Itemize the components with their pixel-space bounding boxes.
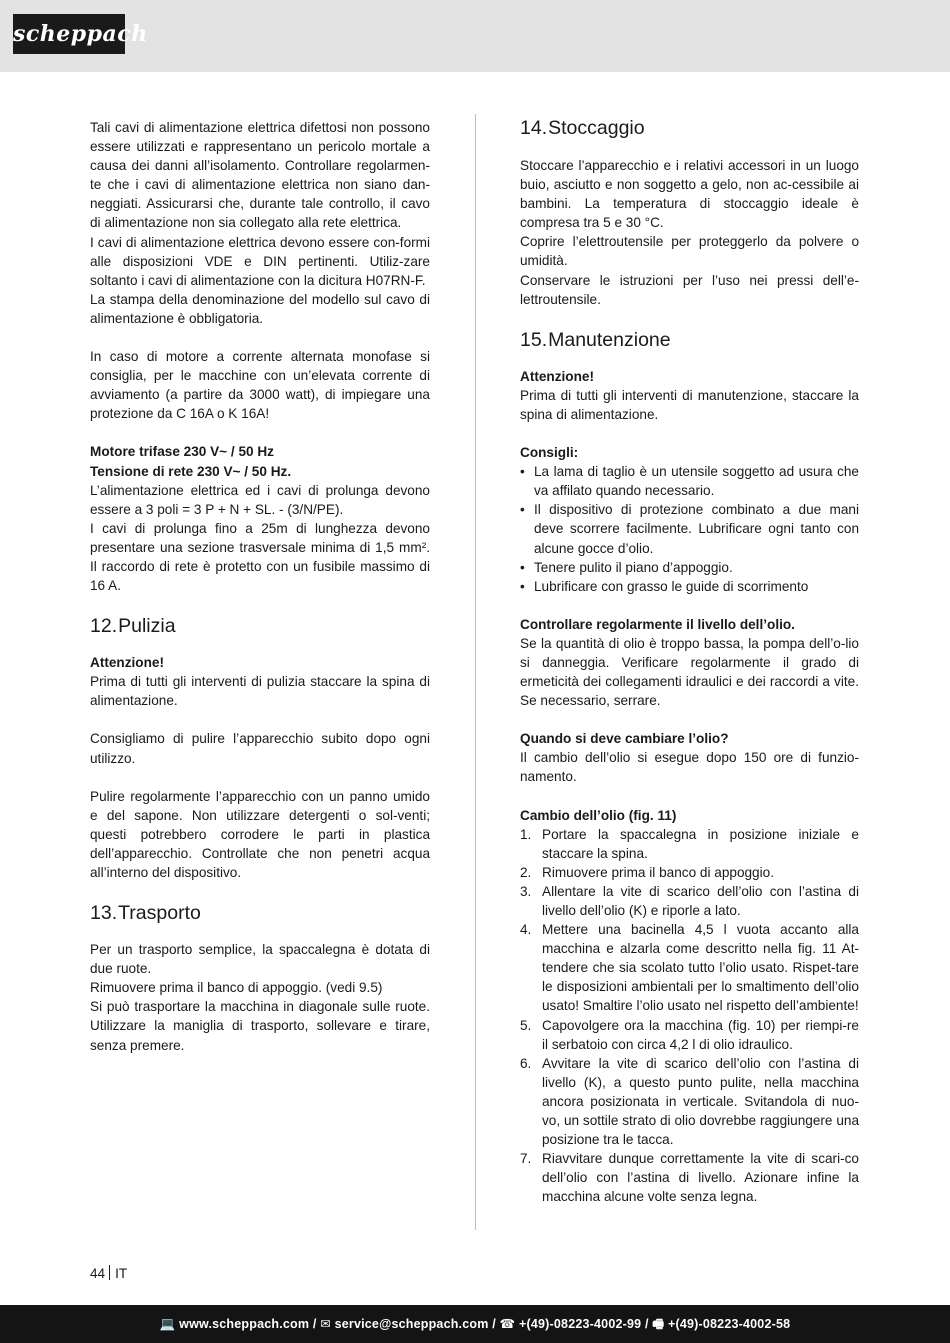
section-number: 13.: [90, 902, 118, 925]
oil-check-text: Se la quantità di olio è troppo bassa, la pompa dell’o-lio si danneggia. Verificare regolarmente il grado di ermeticità dei collegamenti idraulici e dei raccordi a vite. Se necessario, serrare.: [520, 635, 859, 709]
oil-when-label: Quando si deve cambiare l’olio?: [520, 731, 729, 747]
page-number: [90, 1265, 127, 1283]
oil-change-steps: [520, 825, 859, 1207]
page-number-separator: [109, 1265, 110, 1280]
maintenance-warning-label: Attenzione!: [520, 368, 595, 384]
cleaning-warning-text: Prima di tutti gli interventi di pulizia staccare la spina di alimentazione.: [90, 674, 430, 709]
brand-logo: scheppach: [13, 14, 125, 54]
list-item: 6. Avvitare la vite di scarico dell’olio con l’astina di livello (K), a questo punto pulite, nella macchina ancora posizionata in verticale. Svitandola di nuo-vo, un sottile strato di olio dovrebbe raggiungere una posizione tra le tacca.: [520, 1055, 859, 1148]
section-title: Stoccaggio: [548, 117, 645, 139]
section-heading-transport: [90, 900, 430, 926]
page-header: [0, 0, 950, 72]
list-item: 7. Riavvitare dunque correttamente la vite di scari-co dell’olio con l’astina di livello. Azionare infine la macchina alcune volte senza legna.: [520, 1151, 859, 1205]
bullet-icon: •: [520, 464, 525, 480]
storage-conditions: Stoccare l’apparecchio e i relativi accessori in un luogo buio, asciutto e non soggetto a gelo, non ac-cessibile ai bambini. La temperatura di stoccaggio ideale è compresa tra 5 e 30 °C.: [520, 158, 859, 231]
paragraph-extension-section: I cavi di prolunga fino a 25m di lunghezza devono presentare una sezione trasversale minima di 1,5 mm². Il raccordo di rete è protetto con un fusibile massimo di 16 A.: [90, 520, 430, 594]
right-column: [520, 118, 859, 1207]
motor-spec-line-1: Motore trifase 230 V~ / 50 Hz: [90, 444, 274, 460]
list-item: 2. Rimuovere prima il banco di appoggio.: [520, 864, 774, 880]
storage-manual: Conservare le istruzioni per l’uso nei pressi dell’e-lettroutensile.: [520, 272, 859, 307]
paragraph-motor-protection: In caso di motore a corrente alternata monofase si consiglia, per le macchine con un’elevata corrente di avviamento (a partire da 3000 watt), di impiegare una protezione da C 16A o K 16A!: [90, 349, 430, 422]
section-heading-maintenance: [520, 327, 859, 353]
bullet-icon: •: [520, 578, 525, 594]
cleaning-recommendation: Consigliamo di pulire l’apparecchio subito dopo ogni utilizzo.: [90, 731, 430, 766]
list-item: • La lama di taglio è un utensile soggetto ad usura che va affilato quando necessario.: [520, 464, 859, 499]
oil-check-label: Controllare regolarmente il livello dell’olio.: [520, 616, 795, 632]
page-language: IT: [115, 1266, 128, 1281]
section-title: Manutenzione: [548, 328, 671, 351]
cleaning-instructions: Pulire regolarmente l’apparecchio con un panno umido e del sapone. Non utilizzare detergenti o sol-venti; questi potrebbero corrodere le parti in plastica dell’apparecchio. Controllate che non penetri acqua all’interno del dispositivo.: [90, 788, 430, 880]
list-item: • Il dispositivo di protezione combinato a due mani deve scorrere facilmente. Lubrificare ogni tanto con alcune gocce d’olio.: [520, 502, 859, 556]
bullet-icon: •: [520, 502, 525, 518]
section-title: Pulizia: [118, 615, 176, 638]
motor-spec-line-2: Tensione di rete 230 V~ / 50 Hz.: [90, 463, 292, 479]
paragraph-cables-marking: La stampa della denominazione del modello sul cavo di alimentazione è obbligatoria.: [90, 291, 430, 326]
tips-list: [520, 462, 859, 596]
list-item: 3. Allentare la vite di scarico dell’olio con l’astina di livello dell’olio (K) e riporle a lato.: [520, 883, 859, 918]
oil-when-text: Il cambio dell’olio si esegue dopo 150 ore di funzio-namento.: [520, 750, 859, 785]
bullet-icon: •: [520, 559, 525, 575]
transport-remove-table: Rimuovere prima il banco di appoggio. (vedi 9.5): [90, 980, 383, 996]
cleaning-warning-label: Attenzione!: [90, 655, 165, 671]
list-item: 4. Mettere una bacinella 4,5 l vuota accanto alla macchina e alzarla come descritto nella fig. 11 At-tendere che sia scolato tutto l’olio usato. Rispet-tare le disposizioni ambientali per lo smaltimento dell’olio usato! Smaltire l’olio usato nel rispetto dell’ambiente!: [520, 922, 859, 1014]
maintenance-warning-text: Prima di tutti gli interventi di manutenzione, staccare la spina di alimentazione.: [520, 387, 859, 422]
transport-wheels: Per un trasporto semplice, la spaccalegna è dotata di due ruote.: [90, 942, 430, 977]
section-title: Trasporto: [118, 902, 201, 925]
list-item: 1. Portare la spaccalegna in posizione iniziale e staccare la spina.: [520, 826, 859, 861]
paragraph-extension-poles: L’alimentazione elettrica ed i cavi di prolunga devono essere a 3 poli = 3 P + N + SL. - (3/N/PE).: [90, 482, 430, 517]
tips-label: Consigli:: [520, 445, 579, 461]
section-heading-cleaning: [90, 613, 430, 639]
column-divider: [475, 114, 476, 1230]
page-number-value: 44: [90, 1266, 106, 1281]
footer-contact-line: 💻 www.scheppach.com / ✉ service@scheppach.com / ☎ +(49)-08223-4002-99 / 🖷 +(49)-08223-4002-58: [159, 1317, 791, 1331]
paragraph-cables-standards: I cavi di alimentazione elettrica devono essere con-formi alle disposizioni VDE e DIN pertinenti. Utiliz-zare soltanto i cavi di alimentazione con la dicitura H07RN-F.: [90, 234, 430, 288]
oil-change-label: Cambio dell’olio (fig. 11): [520, 807, 677, 823]
section-number: 14.: [520, 117, 548, 139]
section-number: 15.: [520, 328, 548, 351]
list-item: • Tenere pulito il piano d’appoggio.: [520, 558, 859, 577]
paragraph-cables-defect: Tali cavi di alimentazione elettrica difettosi non possono essere utilizzati e rappresentano un pericolo mortale a causa dei danni all’isolamento. Controllare regolarmen-te che i cavi di alimentazione elettrica non siano dan-neggiati. Assicurarsi che, durante tale controllo, il cavo di alimentazione non sia collegato alla rete elettrica.: [90, 120, 430, 231]
left-column: [90, 118, 430, 1055]
list-item: 5. Capovolgere ora la macchina (fig. 10) per riempi-re il serbatoio con circa 4,2 l di olio idraulico.: [520, 1017, 859, 1052]
page-footer: [0, 1305, 950, 1343]
storage-cover: Coprire l’elettroutensile per proteggerlo da polvere o umidità.: [520, 234, 859, 269]
transport-diagonal: Si può trasportare la macchina in diagonale sulle ruote. Utilizzare la maniglia di trasporto, sollevare e tirare, senza premere.: [90, 999, 430, 1053]
section-heading-storage: [520, 115, 859, 141]
list-item: • Lubrificare con grasso le guide di scorrimento: [520, 577, 859, 596]
section-number: 12.: [90, 615, 118, 638]
